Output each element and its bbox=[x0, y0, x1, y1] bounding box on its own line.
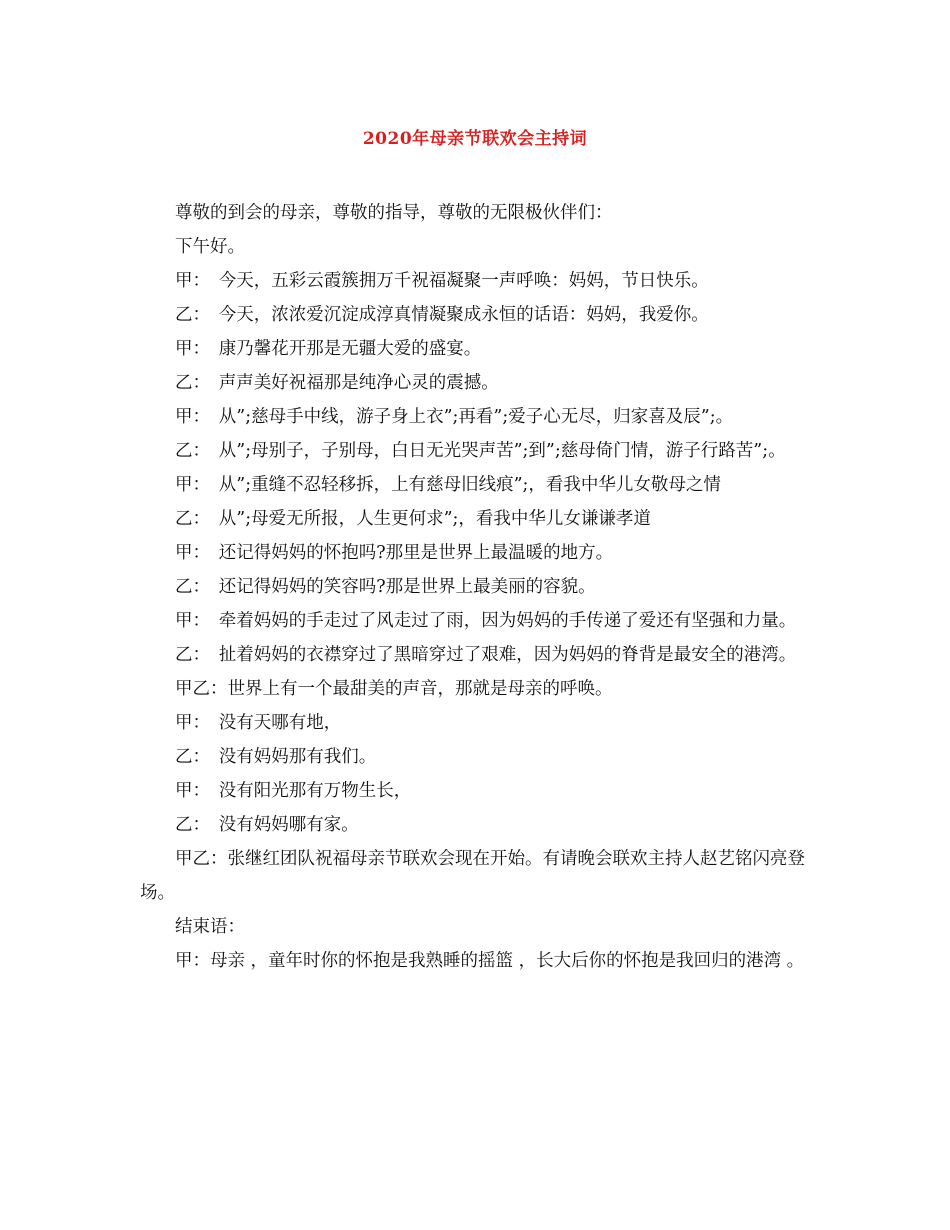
paragraph: 甲： 牵着妈妈的手走过了风走过了雨，因为妈妈的手传递了爱还有坚强和力量。 bbox=[175, 611, 797, 631]
paragraph: 甲乙：张继红团队祝福母亲节联欢会现在开始。有请晚会联欢主持人赵艺铭闪亮登场。 bbox=[140, 849, 805, 903]
document-title: 2020年母亲节联欢会主持词 bbox=[362, 129, 588, 149]
paragraph: 甲： 没有天哪有地， bbox=[175, 713, 342, 733]
paragraph: 甲： 还记得妈妈的怀抱吗?那里是世界上最温暖的地方。 bbox=[175, 543, 614, 563]
paragraph: 甲： 康乃馨花开那是无疆大爱的盛宴。 bbox=[175, 339, 482, 359]
paragraph: 甲： 从”;慈母手中线，游子身上衣”;再看”;爱子心无尽，归家喜及辰”;。 bbox=[175, 407, 734, 427]
paragraph: 甲：母亲 ，童年时你的怀抱是我熟睡的摇篮 ，长大后你的怀抱是我回归的港湾 。 bbox=[175, 951, 805, 971]
paragraph: 乙： 扯着妈妈的衣襟穿过了黑暗穿过了艰难，因为妈妈的脊背是最安全的港湾。 bbox=[175, 645, 797, 665]
paragraph: 甲乙：世界上有一个最甜美的声音，那就是母亲的呼唤。 bbox=[175, 679, 613, 699]
paragraph: 甲： 从”;重缝不忍轻移拆，上有慈母旧线痕”;，看我中华儿女敬母之情 bbox=[175, 475, 721, 495]
paragraph: 乙： 今天，浓浓爱沉淀成淳真情凝聚成永恒的话语：妈妈，我爱你。 bbox=[175, 305, 709, 325]
paragraph: 乙： 还记得妈妈的笑容吗?那是世界上最美丽的容貌。 bbox=[175, 577, 596, 597]
paragraph: 乙： 从”;母别子，子别母，白日无光哭声苦”;到”;慈母倚门情，游子行路苦”;。 bbox=[175, 441, 786, 461]
paragraph: 甲： 今天，五彩云霞簇拥万千祝福凝聚一声呼唤：妈妈，节日快乐。 bbox=[175, 271, 709, 291]
paragraph: 甲： 没有阳光那有万物生长， bbox=[175, 781, 412, 801]
paragraph: 乙： 没有妈妈那有我们。 bbox=[175, 747, 377, 767]
paragraph: 乙： 没有妈妈哪有家。 bbox=[175, 815, 359, 835]
paragraph: 尊敬的到会的母亲，尊敬的指导，尊敬的无限极伙伴们： bbox=[175, 203, 613, 223]
paragraph: 乙： 从”;母爱无所报，人生更何求”;，看我中华儿女谦谦孝道 bbox=[175, 509, 651, 529]
paragraph: 乙： 声声美好祝福那是纯净心灵的震撼。 bbox=[175, 373, 499, 393]
document-body bbox=[140, 196, 812, 978]
paragraph: 结束语： bbox=[175, 917, 245, 937]
paragraph: 下午好。 bbox=[175, 237, 245, 257]
